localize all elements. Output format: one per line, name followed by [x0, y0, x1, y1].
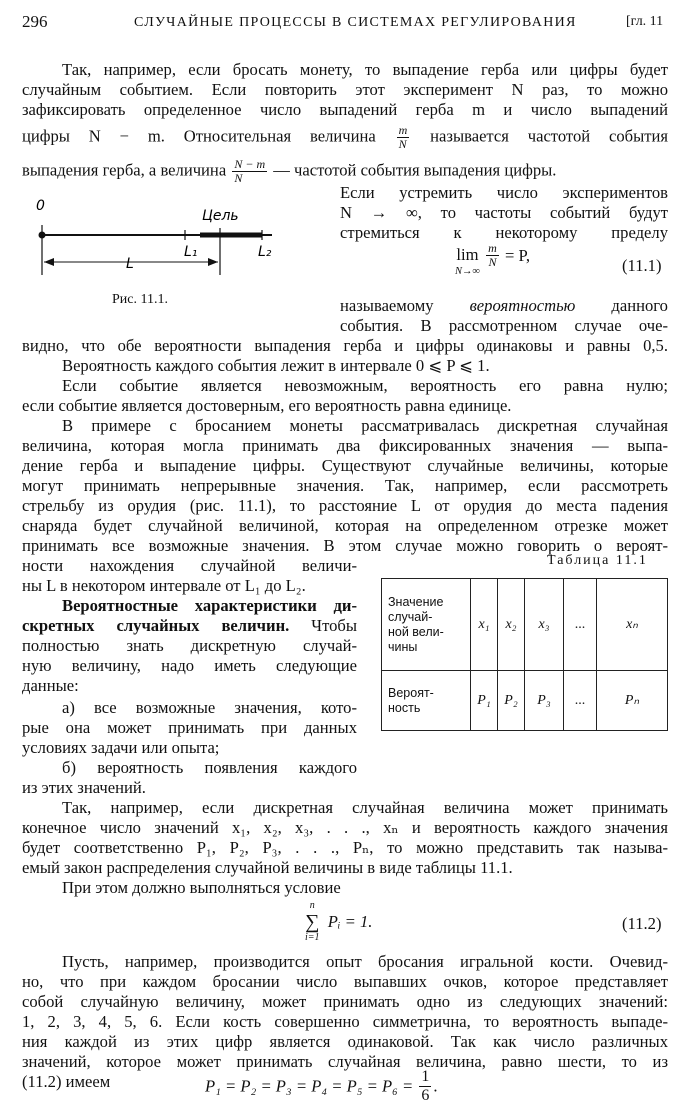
table-row-probs	[382, 671, 668, 731]
para4-line5: стрельбу из орудия (рис. 11.1), то расстояние L от орудия до места падения	[22, 496, 668, 515]
eq11-2-body: Pᵢ = 1.	[327, 912, 373, 931]
fraction-n-minus-m-over-n: $\frac{N - m}{N}$	[234, 157, 266, 185]
item-b-line2: из этих значений.	[22, 778, 146, 797]
para3-line1-end: данного	[611, 296, 668, 315]
figure-label-o: 0	[36, 198, 45, 214]
table-header-probs: Вероят- ность	[382, 671, 471, 731]
item-b-line1: б) вероятность появления каждого	[62, 758, 357, 777]
para4-line4: могут принимать непрерывные значения. Так, например, если рассмотреть	[22, 476, 668, 495]
table-cell: P₂	[498, 671, 525, 731]
para1-line5-start: выпадения герба, а величина	[22, 160, 227, 180]
para4-line7: принимать все возможные значения. В этом случае можно говорить о вероят-	[22, 536, 668, 555]
figure-caption: Рис. 11.1.	[112, 292, 168, 307]
sigma-icon: ∑	[305, 911, 320, 933]
para2-line1: Если устремить число экспериментов	[340, 183, 668, 202]
para6-line6: значений, которое может принимать случайная величина, равно шести, то из	[22, 1052, 668, 1071]
para3-line1-start: называемому	[340, 296, 434, 315]
figure-11-1	[22, 190, 322, 285]
eq11-1-lim-sub: N→∞	[455, 266, 480, 277]
para4-line3: дение герба и выпадение цифры. Существуют случайные величины, которые	[22, 456, 668, 475]
equation-final	[205, 1068, 438, 1105]
para1-line4-end: называется частотой события	[430, 126, 668, 146]
para1-line5-end: — частотой события выпадения цифры.	[273, 160, 557, 180]
section-title-line2-bold: скретных случайных величин.	[22, 616, 290, 635]
para2-line3: стремиться к некоторому пределу	[340, 223, 668, 242]
table-cell: x₃	[525, 579, 564, 671]
section-line5: данные:	[22, 676, 79, 695]
para5-line5: При этом должно выполняться условие	[62, 878, 341, 897]
para1-line4-start: цифры N − m. Относительная величина	[22, 126, 376, 146]
para3-line5: Если событие является невозможным, вероятность его равна нулю;	[62, 376, 668, 395]
table-11-1	[381, 578, 668, 731]
section-line2-end: Чтобы	[311, 616, 358, 635]
para5-line1: Так, например, если дискретная случайная величина может принимать	[62, 798, 668, 817]
eq-final-fraction: $\frac{1}{6}$	[421, 1068, 430, 1104]
eq11-1-number: (11.1)	[622, 256, 662, 275]
term-probability: вероятностью	[469, 296, 576, 315]
figure-label-target: Цель	[202, 208, 239, 224]
table-cell: xₙ	[597, 579, 668, 671]
section-title-line1: Вероятностные характеристики ди-	[62, 596, 357, 615]
eq11-2-number: (11.2)	[622, 914, 662, 933]
para4-line6: снаряда будет случайной величиной, которая на определенном отрезке может	[22, 516, 668, 535]
equation-11-2	[305, 900, 372, 944]
para6-line5: ния каждой из этих цифр является одинаковой. Так как число различных	[22, 1032, 668, 1051]
para5-line3: будет соответственно P₁, P₂, P₃, . . ., Pₙ, то можно представить так называ-	[22, 838, 668, 857]
figure-label-l1: L₁	[184, 244, 198, 260]
item-a-line1: а) все возможные значения, кото-	[62, 698, 357, 717]
para1-line5	[22, 158, 668, 185]
table-caption: Таблица 11.1	[547, 553, 648, 568]
eq11-2-sum-top: n	[309, 900, 315, 911]
table-cell: P₃	[525, 671, 564, 731]
para2-line2: N → ∞, то частоты событий будут	[340, 203, 668, 222]
item-a-line2: рые она может принимать при данных	[22, 718, 357, 737]
eq11-1-fraction: $\frac{m}{N}$	[488, 241, 497, 269]
para3-line3: видно, что обе вероятности выпадения герба и цифры одинаковы и равны 0,5.	[22, 336, 668, 355]
eq-final-tail: .	[433, 1076, 438, 1096]
eq11-1-rhs: = P,	[504, 246, 531, 265]
chapter-label: [гл. 11	[626, 14, 664, 29]
table-header-values: Значение случай- ной вели- чины	[382, 579, 471, 671]
page-number: 296	[22, 12, 48, 31]
para5-line2: конечное число значений x₁, x₂, x₃, . . ., xₙ и вероятность каждого значения	[22, 818, 668, 837]
eq11-2-sum-bottom: i=1	[305, 932, 320, 943]
table-cell: x₁	[471, 579, 498, 671]
running-title: СЛУЧАЙНЫЕ ПРОЦЕССЫ В СИСТЕМАХ РЕГУЛИРОВАНИЯ	[134, 15, 577, 30]
para6-line2: но, что при каждом бросании число выпавших очков, которое представляет	[22, 972, 668, 991]
para1-line4	[22, 124, 668, 151]
para4-line9: ны L в некотором интервале от L₁ до L₂.	[22, 576, 306, 595]
para1-line1: Так, например, если бросать монету, то выпадение герба или цифры будет	[62, 60, 668, 79]
section-line4: ную величину, надо иметь следующие	[22, 656, 357, 675]
para4-line1: В примере с бросанием монеты рассматривалась дискретная случайная	[62, 416, 668, 435]
para6-line3: собой случайную величину, может принимать одно из следующих значений:	[22, 992, 668, 1011]
eq11-1-lim: lim	[456, 245, 479, 264]
section-title-line2	[22, 616, 357, 636]
fraction-m-over-n: $\frac{m}{N}$	[398, 123, 408, 151]
section-line3: полностью знать дискретную случай-	[22, 636, 357, 655]
eq-final-lhs: P₁ = P₂ = P₃ = P₄ = P₅ = P₆ =	[205, 1076, 414, 1096]
para3-line4: Вероятность каждого события лежит в интервале 0 ⩽ P ⩽ 1.	[62, 356, 490, 375]
para3-line6: если событие является достоверным, его вероятность равна единице.	[22, 396, 512, 415]
para4-line8: ности нахождения случайной величи-	[22, 556, 357, 575]
table-cell: x₂	[498, 579, 525, 671]
para3-line2: события. В рассмотренном случае оче-	[340, 316, 668, 335]
table-cell: ...	[564, 671, 597, 731]
para6-line4: 1, 2, 3, 4, 5, 6. Если кость совершенно симметрична, то вероятность выпаде-	[22, 1012, 668, 1031]
table-cell: P₁	[471, 671, 498, 731]
table-cell: ...	[564, 579, 597, 671]
para5-line4: емый закон распределения случайной величины в виде таблицы 11.1.	[22, 858, 513, 877]
item-a-line3: условиях задачи или опыта;	[22, 738, 220, 757]
para1-line3: зафиксировать определенное число выпадений герба m и число выпадений	[22, 100, 668, 119]
para1-line2: случайным событием. Если повторить этот эксперимент N раз, то можно	[22, 80, 668, 99]
para6-line1: Пусть, например, производится опыт бросания игральной кости. Очевид-	[62, 952, 668, 971]
figure-label-l2: L₂	[258, 244, 272, 260]
para3-line1	[340, 296, 668, 316]
equation-11-1	[455, 241, 531, 280]
table-cell: Pₙ	[597, 671, 668, 731]
para6-line7: (11.2) имеем	[22, 1072, 111, 1091]
figure-label-l: L	[126, 256, 134, 272]
table-row-values	[382, 579, 668, 671]
para4-line2: величина, которая могла принимать два фиксированных значения — выпа-	[22, 436, 668, 455]
